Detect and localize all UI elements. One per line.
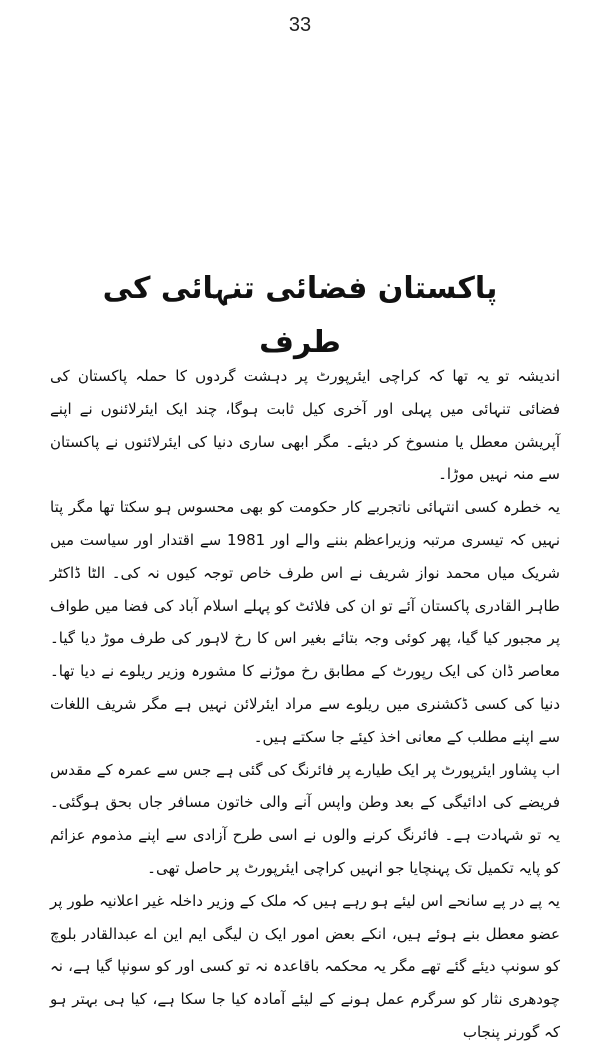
chapter-title: پاکستان فضائی تنہائی کی طرف bbox=[102, 271, 498, 360]
page-number: 33 bbox=[288, 14, 312, 36]
paragraph-3: اب پشاور ایئرپورٹ پر ایک طیارے پر فائرنگ کی گئی ہے جس سے عمرہ کے مقدس فریضے کی ادائیگی کے بعد وطن واپس آنے والی خاتون مسافر جاں بحق ہوگئی۔ یہ تو شہادت ہے۔ فائرنگ کرنے والوں نے اسی طرح آزادی سے اپنے مذموم عزائم کو پایہ تکمیل تک پہنچایا جو انہیں کراچی ایئرپورٹ پر حاصل تھی۔ bbox=[50, 760, 560, 877]
paragraph-1: اندیشہ تو یہ تھا کہ کراچی ایئرپورٹ پر دہشت گردوں کا حملہ پاکستان کی فضائی تنہائی میں پہلی اور آخری کیل ثابت ہوگا، چند ایک ایئرلائنوں نے اپنے آپریشن معطل یا منسوخ کر دیئے۔ مگر ابھی ساری دنیا کی ایئرلائنوں نے پاکستان سے منہ نہیں موڑا۔ bbox=[50, 367, 560, 484]
paragraph-4: یہ پے در پے سانحے اس لیئے ہو رہے ہیں کہ ملک کے وزیر داخلہ غیر اعلانیہ طور پر عضو معطل بنے ہوئے ہیں، انکے بعض امور ایک ن لیگی ایم این اے عبدالقادر بلوچ کو سونپ دیئے گئے تھے مگر یہ محکمہ باقاعدہ نہ تو کسی اور کو سونپا گیا ہے، نہ چودھری نثار کو سرگرم عمل ہونے کے لیئے آمادہ کیا جا سکا ہے، کیا ہی بہتر ہو کہ گورنر پنجاب bbox=[50, 891, 560, 1041]
article-body bbox=[50, 360, 560, 1049]
paragraph-2: یہ خطرہ کسی انتہائی ناتجربے کار حکومت کو بھی محسوس ہو سکتا تھا مگر پتا نہیں کہ تیسری مرتبہ وزیراعظم بننے والے اور 1981 سے اقتدار اور سیاست میں شریک میاں محمد نواز شریف نے اس طرف خاص توجہ کیوں نہ کی۔ الٹا ڈاکٹر طاہر القادری پاکستان آئے تو ان کی فلائٹ کو پہلے اسلام آباد کی فضا میں طواف پر مجبور کیا گیا، پھر کوئی وجہ بتائے بغیر اس کا رخ لاہور کی طرف موڑ دیا گیا۔ معاصر ڈان کی ایک رپورٹ کے مطابق رخ موڑنے کا مشورہ وزیر ریلوے نے دیا تھا۔ دنیا کی کسی ڈکشنری میں ریلوے سے مراد ایئرلائن نہیں ہے مگر شریف اللغات سے اپنے مطلب کے معانی اخذ کیئے جا سکتے ہیں۔ bbox=[50, 498, 560, 746]
